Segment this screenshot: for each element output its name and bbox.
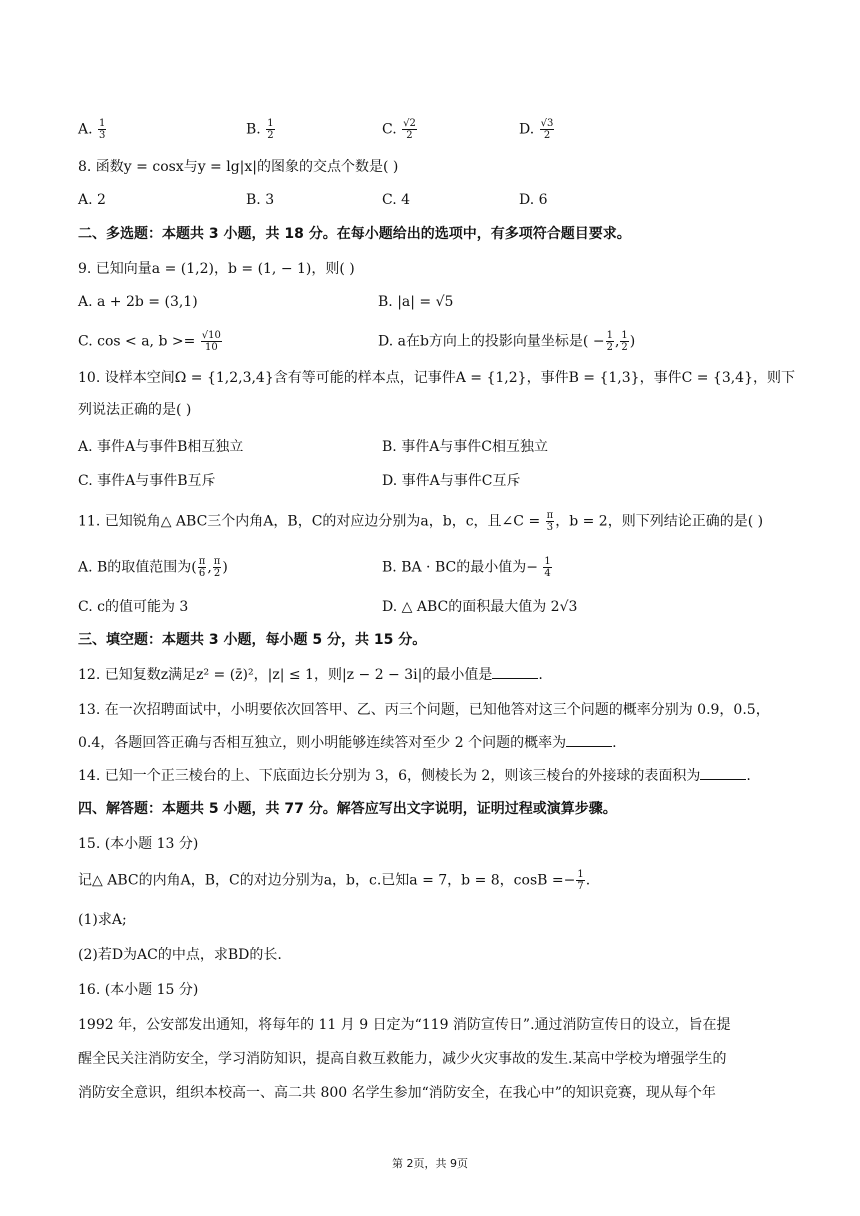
- q7-option-b: [246, 118, 276, 141]
- fraction-denominator: 4: [544, 568, 551, 579]
- q10-stem-line-2: 列说法正确的是( ): [78, 402, 192, 418]
- q9-option-c-text: C. cos < a, b >=: [78, 333, 196, 350]
- fraction-numerator: 1: [267, 118, 274, 129]
- fraction-denominator: 2: [267, 130, 274, 141]
- q13-period: .: [612, 735, 617, 751]
- q10-option-c: C. 事件A与事件B互斥: [78, 473, 216, 489]
- q15-part-1: (1)求A;: [78, 912, 127, 928]
- q7-option-d-label: D.: [519, 121, 535, 138]
- fraction-denominator: 3: [99, 130, 106, 141]
- q9-option-d: D. a在b方向上的投影向量坐标是( − $\frac{1}{2}$ , $\frac{1}{2}$ ): [378, 330, 636, 353]
- section-heading-fill-in: 三、填空题：本题共 3 小题，每小题 5 分，共 15 分。: [78, 632, 427, 648]
- fraction-numerator: 1: [621, 330, 628, 341]
- q16-line-3: 消防安全意识，组织本校高一、高二共 800 名学生参加“消防安全，在我心中”的知识竞赛，现从每个年: [78, 1085, 716, 1101]
- q15-stem-fraction: [576, 869, 584, 892]
- q7-option-b-fraction: [266, 118, 274, 141]
- q10-option-b: B. 事件A与事件C相互独立: [382, 439, 549, 455]
- q7-option-b-label: B.: [246, 121, 261, 138]
- section-heading-problems: 四、解答题：本题共 5 小题，共 77 分。解答应写出文字说明，证明过程或演算步骤。: [78, 801, 617, 817]
- q7-option-a-label: A.: [78, 121, 93, 138]
- q10-stem-line-1: 10. 设样本空间Ω = {1,2,3,4}含有等可能的样本点，记事件A = {1,2}，事件B = {1,3}，事件C = {3,4}，则下: [78, 370, 795, 386]
- q9-option-a: A. a + 2b = (3,1): [78, 294, 198, 310]
- q11-option-a-fraction-1: [198, 556, 207, 579]
- q16-heading: 16. (本小题 15 分): [78, 982, 199, 998]
- fraction-numerator: 1: [577, 869, 584, 880]
- fraction-denominator: 2: [543, 130, 551, 141]
- fraction-numerator: √10: [201, 330, 221, 341]
- q9-option-d-fraction-2: [620, 330, 628, 353]
- q11-stem-text: 11. 已知锐角△ ABC三个内角A，B，C的对应边分别为a，b，c，且∠C =: [78, 513, 541, 530]
- q13-line-1: 13. 在一次招聘面试中，小明要依次回答甲、乙、丙三个问题，已知他答对这三个问题的概率分别为 0.9，0.5，: [78, 702, 770, 718]
- q11-stem: [78, 510, 763, 533]
- q8-stem: 8. 函数y = cosx与y = lg|x|的图象的交点个数是( ): [78, 159, 399, 175]
- q11-stem-text-end: ，b = 2，则下列结论正确的是( ): [555, 513, 764, 530]
- q10-option-d: D. 事件A与事件C互斥: [382, 473, 521, 489]
- fraction-denominator: 2: [621, 342, 628, 353]
- q15-part-2: (2)若D为AC的中点，求BD的长.: [78, 947, 282, 963]
- q9-option-d-fraction-1: [606, 330, 614, 353]
- fraction-denominator: 6: [198, 568, 206, 579]
- section-heading-multiple-choice: 二、多选题：本题共 3 小题，共 18 分。在每小题给出的选项中，有多项符合题目要求。: [78, 226, 631, 242]
- page-footer: 第 2页，共 9页: [392, 1157, 468, 1170]
- fraction-denominator: 2: [406, 130, 413, 141]
- fraction-numerator: 1: [99, 118, 106, 129]
- q12-answer-blank: [492, 666, 538, 679]
- q14-answer-blank: [700, 767, 746, 780]
- q7-option-a: [78, 118, 107, 141]
- q7-option-a-fraction: [98, 118, 106, 141]
- q11-option-a-fraction-2: [213, 556, 222, 579]
- fraction-denominator: 7: [577, 881, 584, 892]
- q9-stem: 9. 已知向量a = (1,2)，b = (1, − 1)，则( ): [78, 261, 355, 277]
- q8-option-a: A. 2: [78, 192, 106, 208]
- fraction-numerator: π: [198, 556, 206, 567]
- q12-stem: [78, 665, 543, 685]
- q14-period: .: [746, 768, 751, 784]
- q10-option-a: A. 事件A与事件B相互独立: [78, 439, 244, 455]
- q16-line-2: 醒全民关注消防安全，学习消防知识，提高自救互救能力，减少火灾事故的发生.某高中学校为增强学生的: [78, 1051, 727, 1067]
- q11-option-b-fraction: [543, 556, 551, 579]
- q15-stem-text: 记△ ABC的内角A，B，C的对边分别为a，b，c.已知a = 7，b = 8，cosB =−: [78, 872, 576, 889]
- q9-option-c-fraction: [201, 330, 222, 353]
- fraction-numerator: π: [213, 556, 221, 567]
- fraction-numerator: 1: [544, 556, 551, 567]
- q9-option-d-text: D. a在b方向上的投影向量坐标是( −: [378, 333, 605, 350]
- fraction-denominator: 10: [204, 342, 218, 353]
- q11-option-b-text: B. BA · BC的最小值为−: [382, 559, 538, 576]
- q9-option-b: B. |a| = √5: [378, 294, 454, 310]
- q16-line-1: 1992 年，公安部发出通知，将每年的 11 月 9 日定为“119 消防宣传日”.通过消防宣传日的设立，旨在提: [78, 1017, 731, 1033]
- q11-option-d: D. △ ABC的面积最大值为 2√3: [382, 599, 578, 615]
- q8-option-c: C. 4: [382, 192, 411, 208]
- q12-text: 12. 已知复数z满足z² = (z̄)²，|z| ≤ 1，则|z − 2 − 3i|的最小值是: [78, 667, 493, 683]
- fraction-denominator: 3: [546, 522, 554, 533]
- fraction-numerator: π: [546, 510, 554, 521]
- q14-stem: [78, 766, 751, 786]
- q15-stem: 记△ ABC的内角A，B，C的对边分别为a，b，c.已知a = 7，b = 8，cosB =− $\frac{1}{7}$ .: [78, 869, 591, 892]
- q7-option-d: [519, 118, 555, 141]
- q8-option-b: B. 3: [246, 192, 275, 208]
- q7-option-c-fraction: [402, 118, 417, 141]
- q15-heading: 15. (本小题 13 分): [78, 836, 199, 852]
- q8-option-d: D. 6: [519, 192, 548, 208]
- q11-option-a-text: A. B的取值范围为(: [78, 559, 197, 576]
- q7-option-c: [382, 118, 418, 141]
- fraction-numerator: √2: [403, 118, 416, 129]
- q14-text: 14. 已知一个正三棱台的上、下底面边长分别为 3，6，侧棱长为 2，则该三棱台的外接球的表面积为: [78, 768, 701, 784]
- q13-answer-blank: [566, 734, 612, 747]
- q11-option-a: A. B的取值范围为( $\frac{\pi}{6}$ , $\frac{\pi}{2}$ ): [78, 556, 228, 579]
- q12-period: .: [538, 667, 543, 683]
- q11-stem-fraction: [546, 510, 555, 533]
- q11-option-b: [382, 556, 553, 579]
- fraction-denominator: 2: [213, 568, 221, 579]
- q11-option-c: C. c的值可能为 3: [78, 599, 189, 615]
- q9-option-c: [78, 330, 223, 353]
- q7-option-c-label: C.: [382, 121, 397, 138]
- fraction-numerator: 1: [606, 330, 613, 341]
- q7-option-d-fraction: [540, 118, 555, 141]
- fraction-denominator: 2: [606, 342, 613, 353]
- q13-line-2: [78, 733, 617, 753]
- fraction-numerator: √3: [540, 118, 554, 129]
- q13-text: 0.4，各题回答正确与否相互独立，则小明能够连续答对至少 2 个问题的概率为: [78, 735, 567, 751]
